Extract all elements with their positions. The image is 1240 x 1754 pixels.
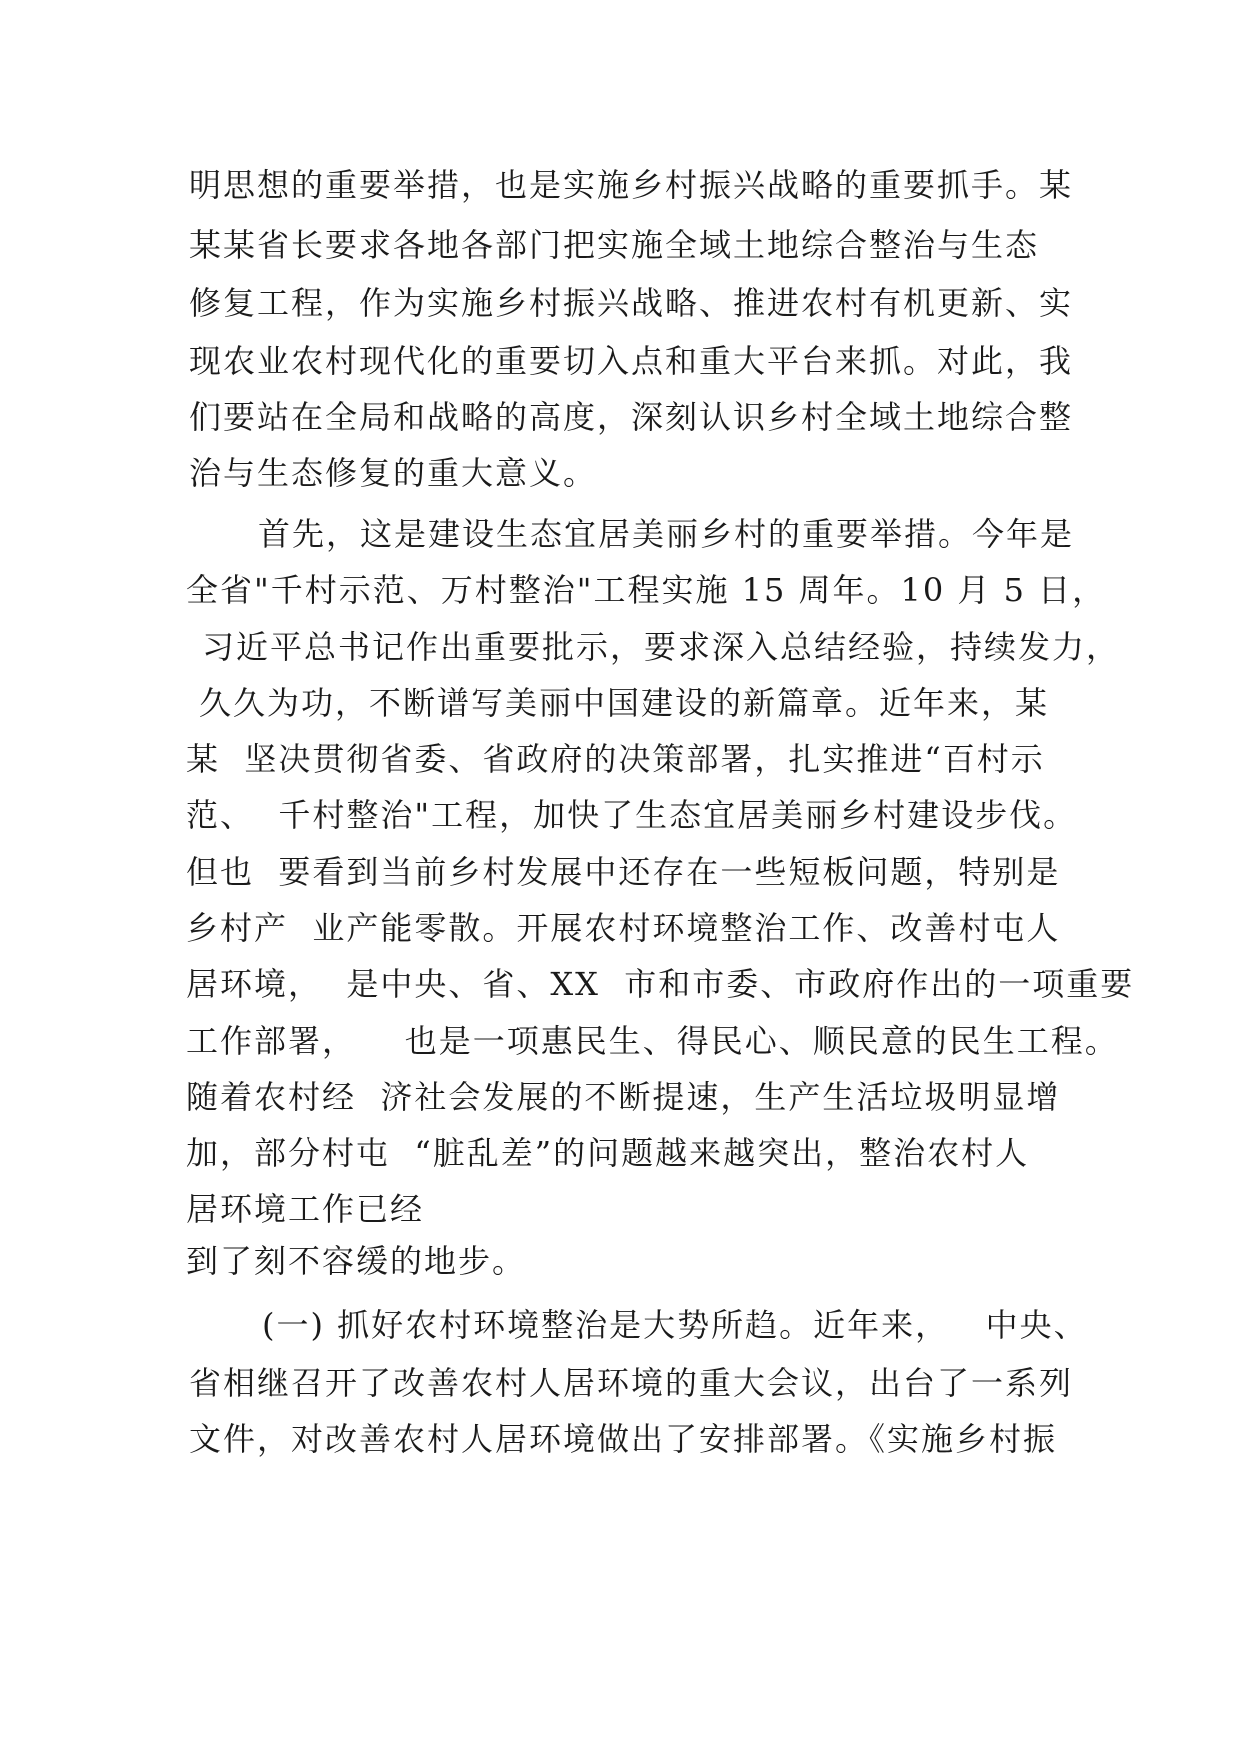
text-line: 习近平总书记作出重要批示，要求深入总结经验，持续发力，	[202, 628, 1121, 666]
text-line: 首先，这是建设生态宜居美丽乡村的重要举措。今年是	[258, 515, 1075, 553]
text-line: 们要站在全局和战略的高度，深刻认识乡村全域土地综合整	[189, 398, 1074, 436]
text-line: 现农业农村现代化的重要切入点和重大平台来抓。对此，我	[189, 342, 1074, 380]
text-line: 省相继召开了改善农村人居环境的重大会议，出台了一系列	[189, 1364, 1074, 1402]
text-line: 工作部署， 也是一项惠民生、得民心、顺民意的民生工程。	[186, 1022, 1119, 1060]
text-line: 乡村产 业产能零散。开展农村环境整治工作、改善村屯人	[186, 909, 1061, 947]
text-line: (一) 抓好农村环境整治是大势所趋。近年来， 中央、	[262, 1306, 1088, 1344]
text-line: 但也 要看到当前乡村发展中还存在一些短板问题，特别是	[186, 853, 1061, 891]
text-line: 居环境， 是中央、省、XX 市和市委、市政府作出的一项重要	[186, 965, 1135, 1003]
text-line: 明思想的重要举措，也是实施乡村振兴战略的重要抓手。某	[189, 166, 1074, 204]
text-line: 范、 千村整治"工程，加快了生态宜居美丽乡村建设步伐。	[186, 796, 1078, 834]
text-line: 某某省长要求各地各部门把实施全域土地综合整治与生态	[189, 226, 1040, 264]
text-line: 修复工程，作为实施乡村振兴战略、推进农村有机更新、实	[189, 284, 1074, 322]
text-line: 某 坚决贯彻省委、省政府的决策部署，扎实推进“百村示	[186, 740, 1045, 778]
text-line: 治与生态修复的重大意义。	[189, 454, 598, 492]
text-line: 居环境工作已经	[186, 1190, 425, 1228]
text-line: 久久为功，不断谱写美丽中国建设的新篇章。近年来，某	[199, 684, 1050, 722]
text-line: 到了刻不容缓的地步。	[186, 1242, 527, 1280]
text-line: 随着农村经 济社会发展的不断提速，生产生活垃圾明显增	[186, 1078, 1061, 1116]
text-line: 加，部分村屯 “脏乱差”的问题越来越突出，整治农村人	[186, 1134, 1030, 1172]
text-line: 文件，对改善农村人居环境做出了安排部署。《实施乡村振	[189, 1420, 1058, 1458]
text-line: 全省"千村示范、万村整治"工程实施 15 周年。10 月 5 日，	[186, 571, 1107, 609]
